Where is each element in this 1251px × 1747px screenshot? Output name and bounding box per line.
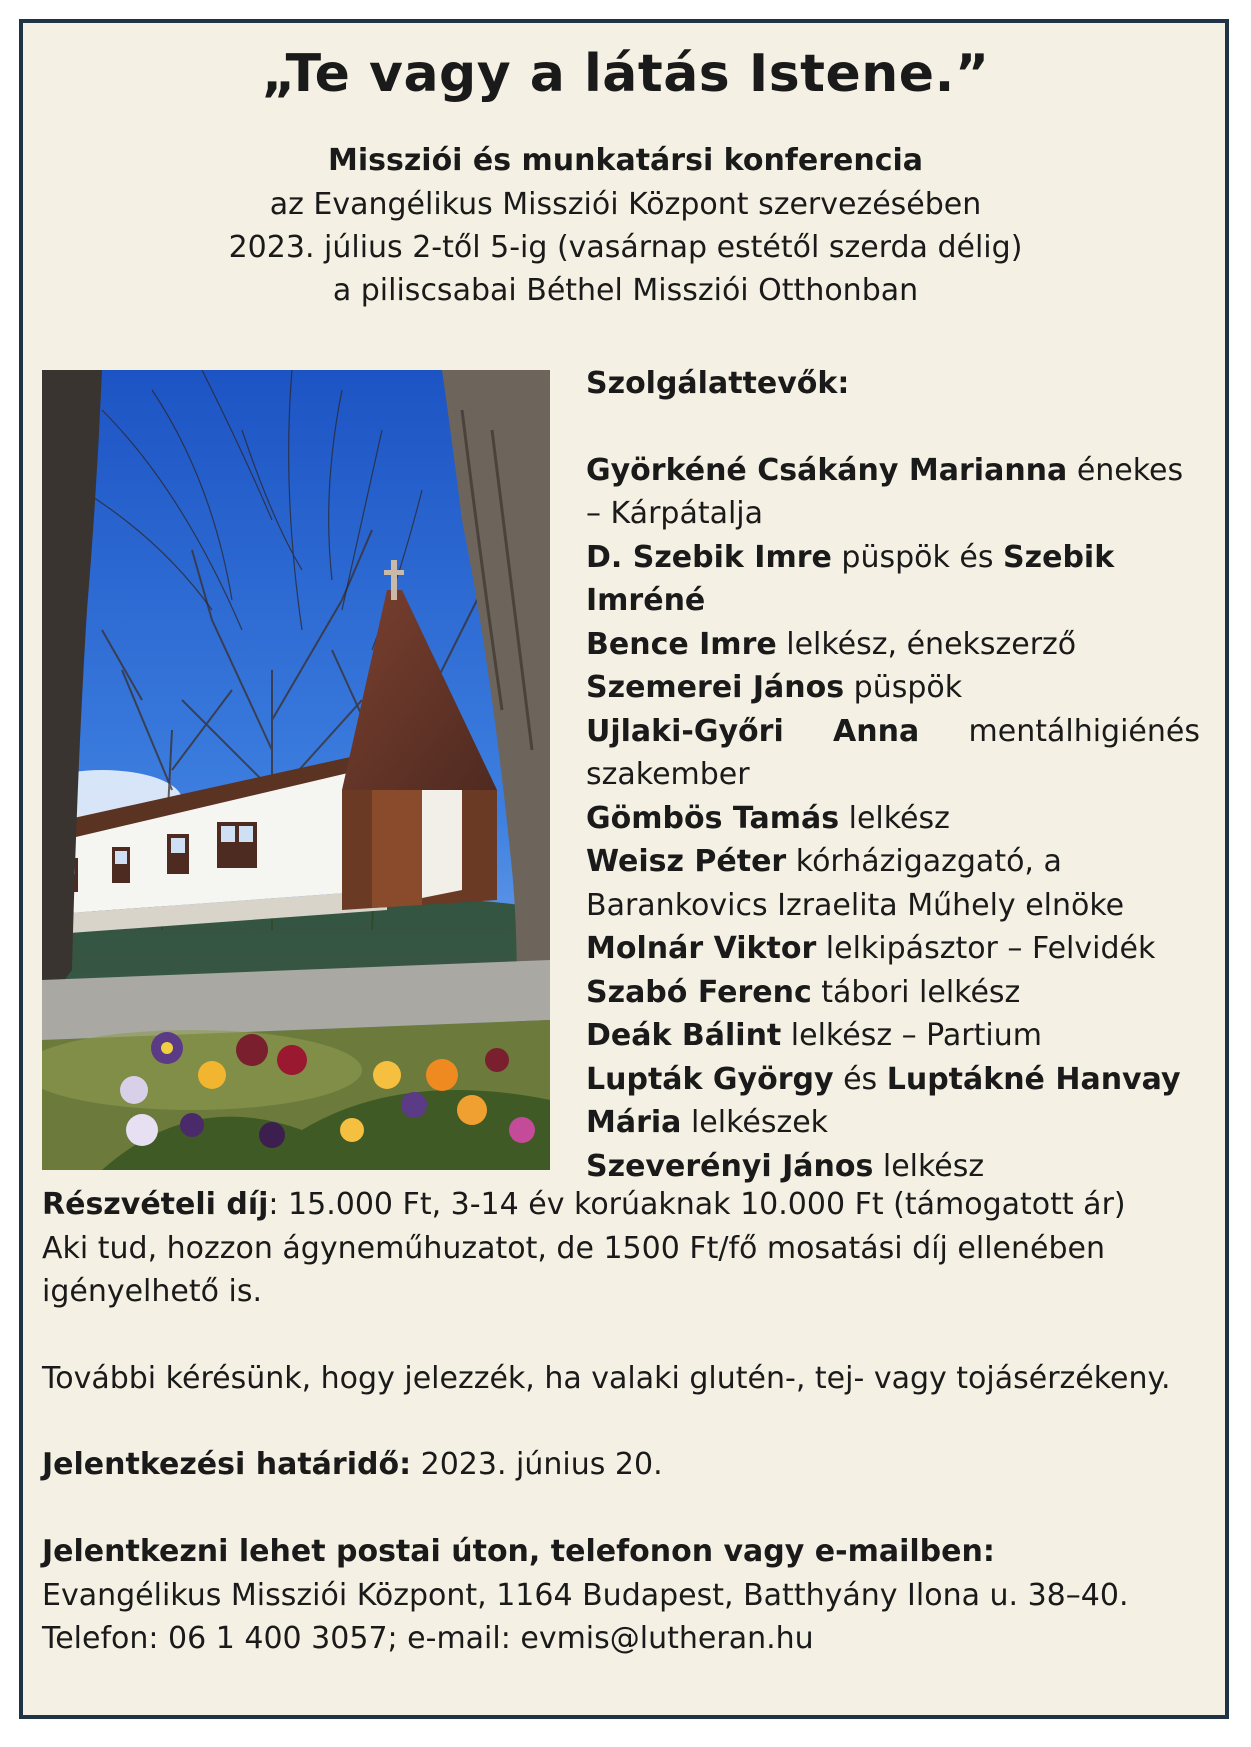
list-item: Szabó Ferenc tábori lelkész [586, 974, 1021, 1010]
contact-address: Evangélikus Missziói Központ, 1164 Budapest, Batthyány Ilona u. 38–40. [42, 1577, 1129, 1613]
list-item: Szemerei János püspök [586, 670, 963, 705]
list-item: Györkéné Csákány Marianna énekes [586, 452, 1184, 488]
page-title: „Te vagy a látás Istene.” [261, 44, 990, 104]
list-item: szakember [586, 757, 750, 792]
contact-heading: Jelentkezni lehet postai úton, telefonon vagy e-mailben: [42, 1534, 995, 1569]
fee-line: Részvételi díj: 15.000 Ft, 3-14 év korúaknak 10.000 Ft (támogatott ár) [42, 1187, 1126, 1222]
list-item: Deák Bálint lelkész – Partium [586, 1018, 1042, 1053]
list-item: Ujlaki-Győri Anna mentálhigiénés [586, 713, 1200, 749]
venue-line: a piliscsabai Béthel Missziói Otthonban [332, 273, 919, 308]
list-item: Barankovics Izraelita Műhely elnöke [586, 887, 1125, 923]
fee-line-3: igényelhető is. [42, 1274, 263, 1309]
deadline: Jelentkezési határidő: 2023. június 20. [42, 1447, 663, 1482]
request-note: További kérésünk, hogy jelezzék, ha valaki glutén-, tej- vagy tojásérzékeny. [42, 1361, 1171, 1396]
fee-line-2: Aki tud, hozzon ágyneműhuzatot, de 1500 Ft/fő mosatási díj ellenében [42, 1230, 1105, 1266]
date-line: 2023. július 2-től 5-ig (vasárnap estétől szerda délig) [228, 230, 1023, 265]
contact-section [42, 1530, 1202, 1661]
servers-list [586, 362, 1200, 1188]
list-item: Szeverényi János lelkész [586, 1148, 985, 1184]
list-item: Bence Imre lelkész, énekszerző [586, 626, 1077, 662]
organizer-line: az Evangélikus Missziói Központ szervezésében [269, 187, 982, 222]
event-subtitle: Missziói és munkatársi konferencia [327, 143, 924, 178]
list-item: Weisz Péter kórházigazgató, a [586, 844, 1062, 879]
fee-section [42, 1183, 1202, 1314]
contact-phone-email: Telefon: 06 1 400 3057; e-mail: evmis@lutheran.hu [42, 1621, 814, 1656]
list-item: Lupták György és Luptákné Hanvay [586, 1061, 1181, 1097]
list-item: – Kárpátalja [586, 496, 764, 531]
chapel-photo [42, 370, 550, 1170]
list-item: Mária lelkészek [586, 1105, 829, 1140]
cross [391, 560, 397, 600]
servers-heading: Szolgálattevők: [586, 366, 850, 401]
list-item: Gömbös Tamás lelkész [586, 800, 950, 836]
list-item: Imréné [586, 583, 706, 618]
list-item: D. Szebik Imre püspök és Szebik [586, 539, 1115, 575]
list-item: Molnár Viktor lelkipásztor – Felvidék [586, 931, 1156, 966]
